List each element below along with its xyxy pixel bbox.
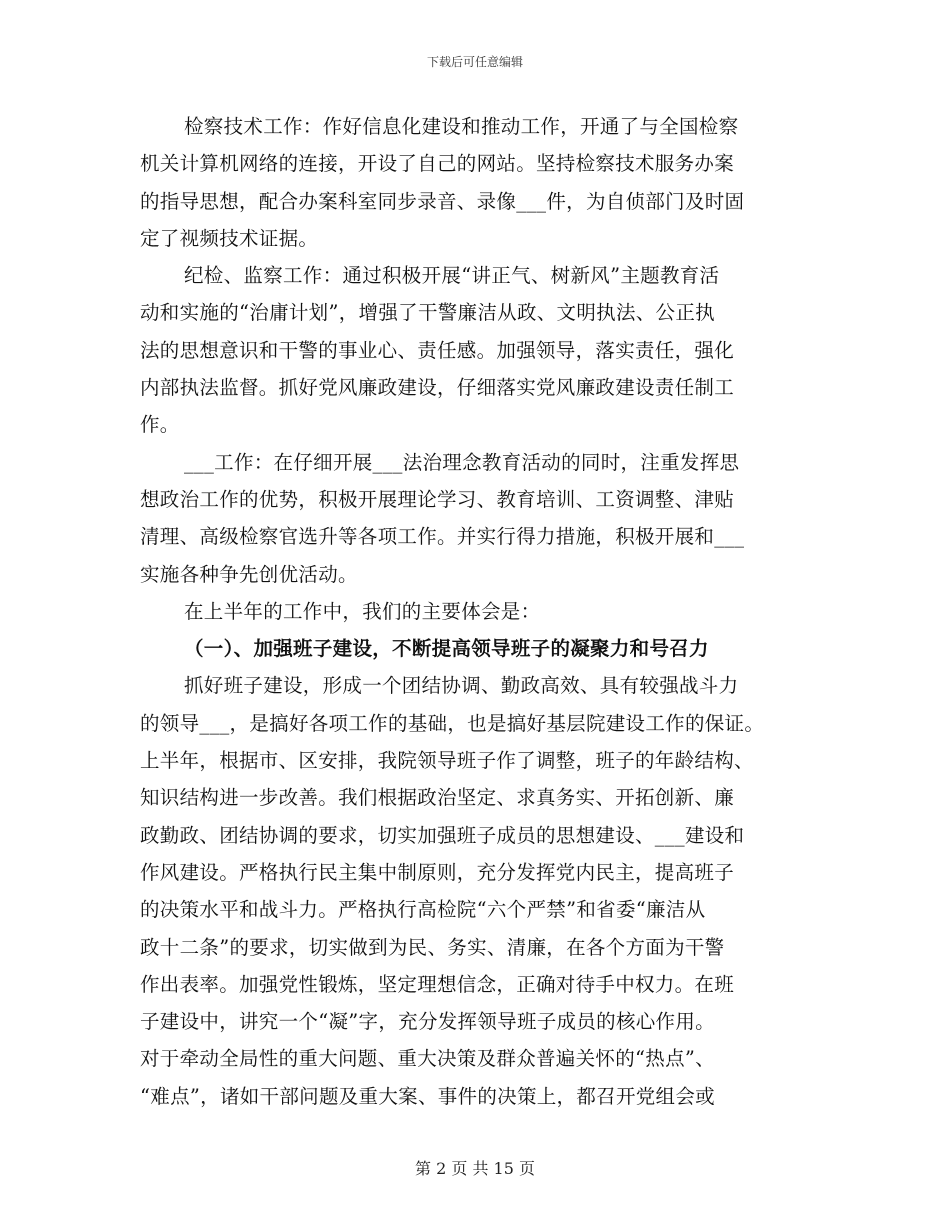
paragraph-line: 对于牵动全局性的重大问题、重大决策及群众普遍关怀的“热点”、: [140, 1047, 715, 1071]
page-number-footer: 第 2 页 共 15 页: [415, 1159, 535, 1178]
paragraph-line: ___工作：在仔细开展___法治理念教育活动的同时，注重发挥思: [184, 450, 740, 474]
paragraph-line: “难点”，诸如干部问题及重大案、事件的决策上，都召开党组会或: [140, 1084, 715, 1108]
section-heading: （一）、加强班子建设，不断提高领导班子的凝聚力和号召力: [184, 637, 709, 661]
paragraph-line: 作出表率。加强党性锻炼，坚定理想信念，正确对待手中权力。在班: [140, 972, 735, 996]
paragraph-line: 抓好班子建设，形成一个团结协调、勤政高效、具有较强战斗力: [184, 674, 739, 698]
paragraph-line: 子建设中，讲究一个“凝”字，充分发挥领导班子成员的核心作用。: [140, 1010, 715, 1034]
page-header-note: 下载后可任意编辑: [426, 55, 523, 69]
document-body: [140, 108, 810, 1115]
paragraph-line: 实施各种争先创优活动。: [140, 562, 358, 586]
paragraph-line: 检察技术工作：作好信息化建设和推动工作，开通了与全国检察: [184, 115, 739, 138]
paragraph-line: 法的思想意识和干警的事业心、责任感。加强领导，落实责任，强化: [140, 338, 735, 362]
paragraph-line: 政勤政、团结协调的要求，切实加强班子成员的思想建设、___建设和: [140, 823, 745, 847]
paragraph-line: 的领导___，是搞好各项工作的基础，也是搞好基层院建设工作的保证。: [140, 711, 765, 735]
paragraph-line: 清理、高级检察官选升等各项工作。并实行得力措施，积极开展和___: [140, 525, 745, 549]
paragraph-line: 上半年，根据市、区安排，我院领导班子作了调整，班子的年龄结构、: [140, 749, 754, 773]
paragraph-line: 定了视频技术证据。: [140, 226, 319, 250]
paragraph-line: 机关计算机网络的连接，开设了自己的网站。坚持检察技术服务办案: [140, 152, 735, 176]
paragraph-line: 作风建设。严格执行民主集中制原则，充分发挥党内民主，提高班子: [140, 860, 735, 884]
paragraph-line: 内部执法监督。抓好党风廉政建设，仔细落实党风廉政建设责任制工: [140, 376, 735, 400]
paragraph-line: 想政治工作的优势，积极开展理论学习、教育培训、工资调整、津贴: [140, 487, 735, 511]
paragraph-line: 知识结构进一步改善。我们根据政治坚定、求真务实、开拓创新、廉: [140, 786, 735, 810]
paragraph-line: 在上半年的工作中，我们的主要体会是：: [184, 599, 541, 623]
paragraph-line: 作。: [140, 413, 180, 437]
paragraph-line: 政十二条”的要求，切实做到为民、务实、清廉，在各个方面为干警: [140, 935, 725, 959]
paragraph-line: 的决策水平和战斗力。严格执行高检院“六个严禁”和省委“廉洁从: [140, 898, 706, 922]
paragraph-line: 的指导思想，配合办案科室同步录音、录像___件，为自侦部门及时固: [140, 189, 745, 213]
paragraph-line: 纪检、监察工作：通过积极开展“讲正气、树新风”主题教育活: [184, 264, 720, 288]
paragraph-line: 动和实施的“治庸计划”，增强了干警廉洁从政、文明执法、公正执: [140, 301, 715, 325]
